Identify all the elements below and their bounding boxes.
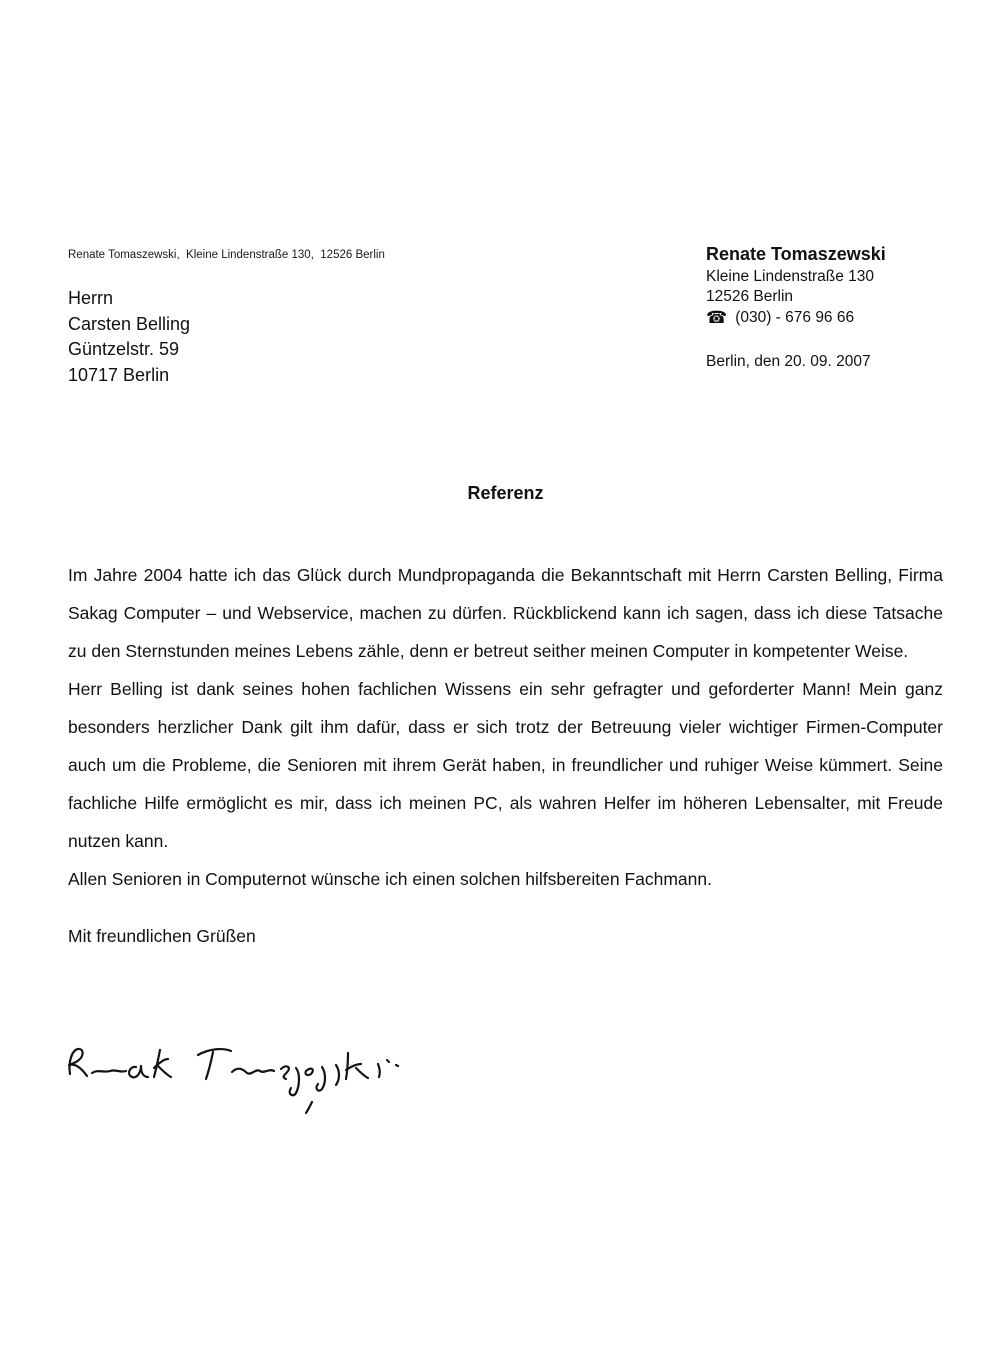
recipient-address-block [68,286,190,388]
date-line: Berlin, den 20. 09. 2007 [706,353,871,370]
paragraph-2: Herr Belling ist dank seines hohen fachlichen Wissens ein sehr gefragter und geforderter Mann! Mein ganz besonders herzlicher Dank gilt ihm dafür, dass er sich trotz der Betreuung vieler wichtiger Firmen-Computer auch um die Probleme, die Senioren mit ihrem Gerät haben, in freundlicher und ruhiger Weise kümmert. Seine fachliche Hilfe ermöglicht es mir, dass ich meinen PC, als wahren Helfer im höheren Lebensalter, mit Freude nutzen kann. [68,679,943,851]
sender-phone-number: (030) - 676 96 66 [735,309,855,326]
sender-city: 12526 Berlin [706,288,794,305]
sender-phone-row [706,308,886,328]
recipient-street: Güntzelstr. 59 [68,339,180,359]
handwritten-signature [60,1038,405,1118]
paragraph-1: Im Jahre 2004 hatte ich das Glück durch Mundpropaganda die Bekanntschaft mit Herrn Carsten Belling, Firma Sakag Computer – und Webservice, machen zu dürfen. Rückblickend kann ich sagen, dass ich diese Tatsache zu den Sternstunden meines Lebens zähle, denn er betreut seither meinen Computer in kompetenter Weise. [68,565,943,661]
telephone-icon: ☎ [706,308,728,327]
paragraph-3: Allen Senioren in Computernot wünsche ich einen solchen hilfsbereiten Fachmann. [68,869,712,889]
sender-name: Renate Tomaszewski [706,244,886,264]
sender-street: Kleine Lindenstraße 130 [706,268,875,285]
return-address-line: Renate Tomaszewski, Kleine Lindenstraße 130, 12526 Berlin [68,249,385,261]
letter-paragraphs [68,556,943,898]
signature-strokes [69,1049,398,1113]
closing-phrase: Mit freundlichen Grüßen [68,926,256,946]
recipient-city: 10717 Berlin [68,364,170,385]
sender-address-block [706,243,886,372]
recipient-name: Carsten Belling [68,313,191,334]
letter-body [68,483,943,947]
letter-title: Referenz [467,483,544,503]
recipient-salutation: Herrn [68,288,114,308]
